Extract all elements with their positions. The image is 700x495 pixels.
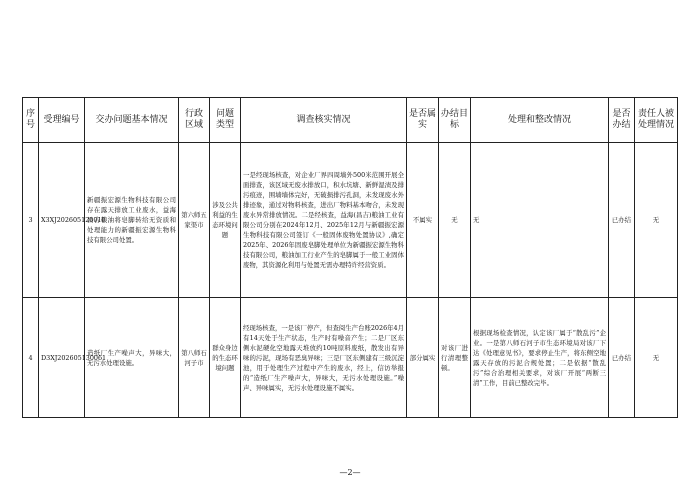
cell-truth: 不属实 <box>407 143 439 298</box>
cell-person: 无 <box>635 143 678 298</box>
page-number: —2— <box>339 468 361 477</box>
cell-problem: 新疆振宏源生物科技有限公司存在露天排放工业废水，益海昌吉粮油将皂脚转给无资质和处理能力的新疆振宏源生物科技有限公司处置。 <box>85 143 179 298</box>
header-row <box>23 98 678 143</box>
header-done: 是否办结 <box>609 98 635 143</box>
header-truth: 是否属实 <box>407 98 439 143</box>
cell-seq: 4 <box>23 298 39 418</box>
cell-type: 涉及公共利益的生态环境问题 <box>210 143 241 298</box>
cell-done: 已办结 <box>609 143 635 298</box>
cell-region: 第八师石河子市 <box>179 298 210 418</box>
cell-id: X3XJ202605120010 <box>39 143 85 298</box>
cell-seq: 3 <box>23 143 39 298</box>
case-table <box>22 97 678 418</box>
cell-goal: 对该厂进行清理整顿。 <box>439 298 471 418</box>
header-seq: 序号 <box>23 98 39 143</box>
cell-investigation: 经现场核查，一是该厂停产，但查阅生产台账2026年4月有14天处于生产状态，生产时有噪音产生；二是厂区东侧水泥硬化空地露天堆放约10吨原料废纸，散发出有异味的污泥，现场有恶臭异味；三是厂区东侧建有三级沉淀池，用于处理生产过程中产生的废水，经上，信访举报的“造纸厂生产噪声大，异味大，无污水处理设施。”噪声、异味属实，无污水处理设施不属实。 <box>241 298 407 418</box>
header-investigation: 调查核实情况 <box>241 98 407 143</box>
cell-problem: 造纸厂生产噪声大，异味大，无污水处理设施。 <box>85 298 179 418</box>
header-problem: 交办问题基本情况 <box>85 98 179 143</box>
cell-id: D3XJ202605130061 <box>39 298 85 418</box>
header-id: 受理编号 <box>39 98 85 143</box>
header-type: 问题类型 <box>210 98 241 143</box>
header-region: 行政区域 <box>179 98 210 143</box>
cell-investigation: 一是经现场核查，对企业厂界四周墙外500米范围开展全面排查，该区域无废水排放口，积水坑塘、新鲜湿渍及排污痕迹，围墙墙体完好，无破损排污孔洞，未发现废水外排迹象，通过对物料核查，进出厂物料基本吻合，未发现废水异常排放情况。二是经核查，益海(昌吉)粮油工业有限公司分别在2024年12月、2025年12月与新疆振宏源生物科技有限公司签订《一般固体废物处置协议》,确定2025年、2026年固废皂脚处理单位为新疆振宏源生物科技有限公司，粮油加工行业产生的皂脚属于一般工业固体废物，其资源化利用与处置无需办理特许经营资质。 <box>241 143 407 298</box>
table-row <box>23 298 678 418</box>
cell-handling: 根据现场检查情况，认定该厂属于“散乱污”企业。一是第八师石河子市生态环境局对该厂下达《处理意见书》，要求停止生产，将东侧空地露天存放的污泥合规处置；二是依据“散乱污”综合治理相关要求，对该厂开展“两断三清”工作，目前已整改完毕。 <box>471 298 609 418</box>
cell-handling: 无 <box>471 143 609 298</box>
cell-done: 已办结 <box>609 298 635 418</box>
header-handling: 处理和整改情况 <box>471 98 609 143</box>
header-person: 责任人被处理情况 <box>635 98 678 143</box>
cell-truth: 部分属实 <box>407 298 439 418</box>
table-row <box>23 143 678 298</box>
cell-type: 群众身边的生态环境问题 <box>210 298 241 418</box>
cell-region: 第六师五家渠市 <box>179 143 210 298</box>
header-goal: 办结目标 <box>439 98 471 143</box>
cell-goal: 无 <box>439 143 471 298</box>
cell-person: 无 <box>635 298 678 418</box>
